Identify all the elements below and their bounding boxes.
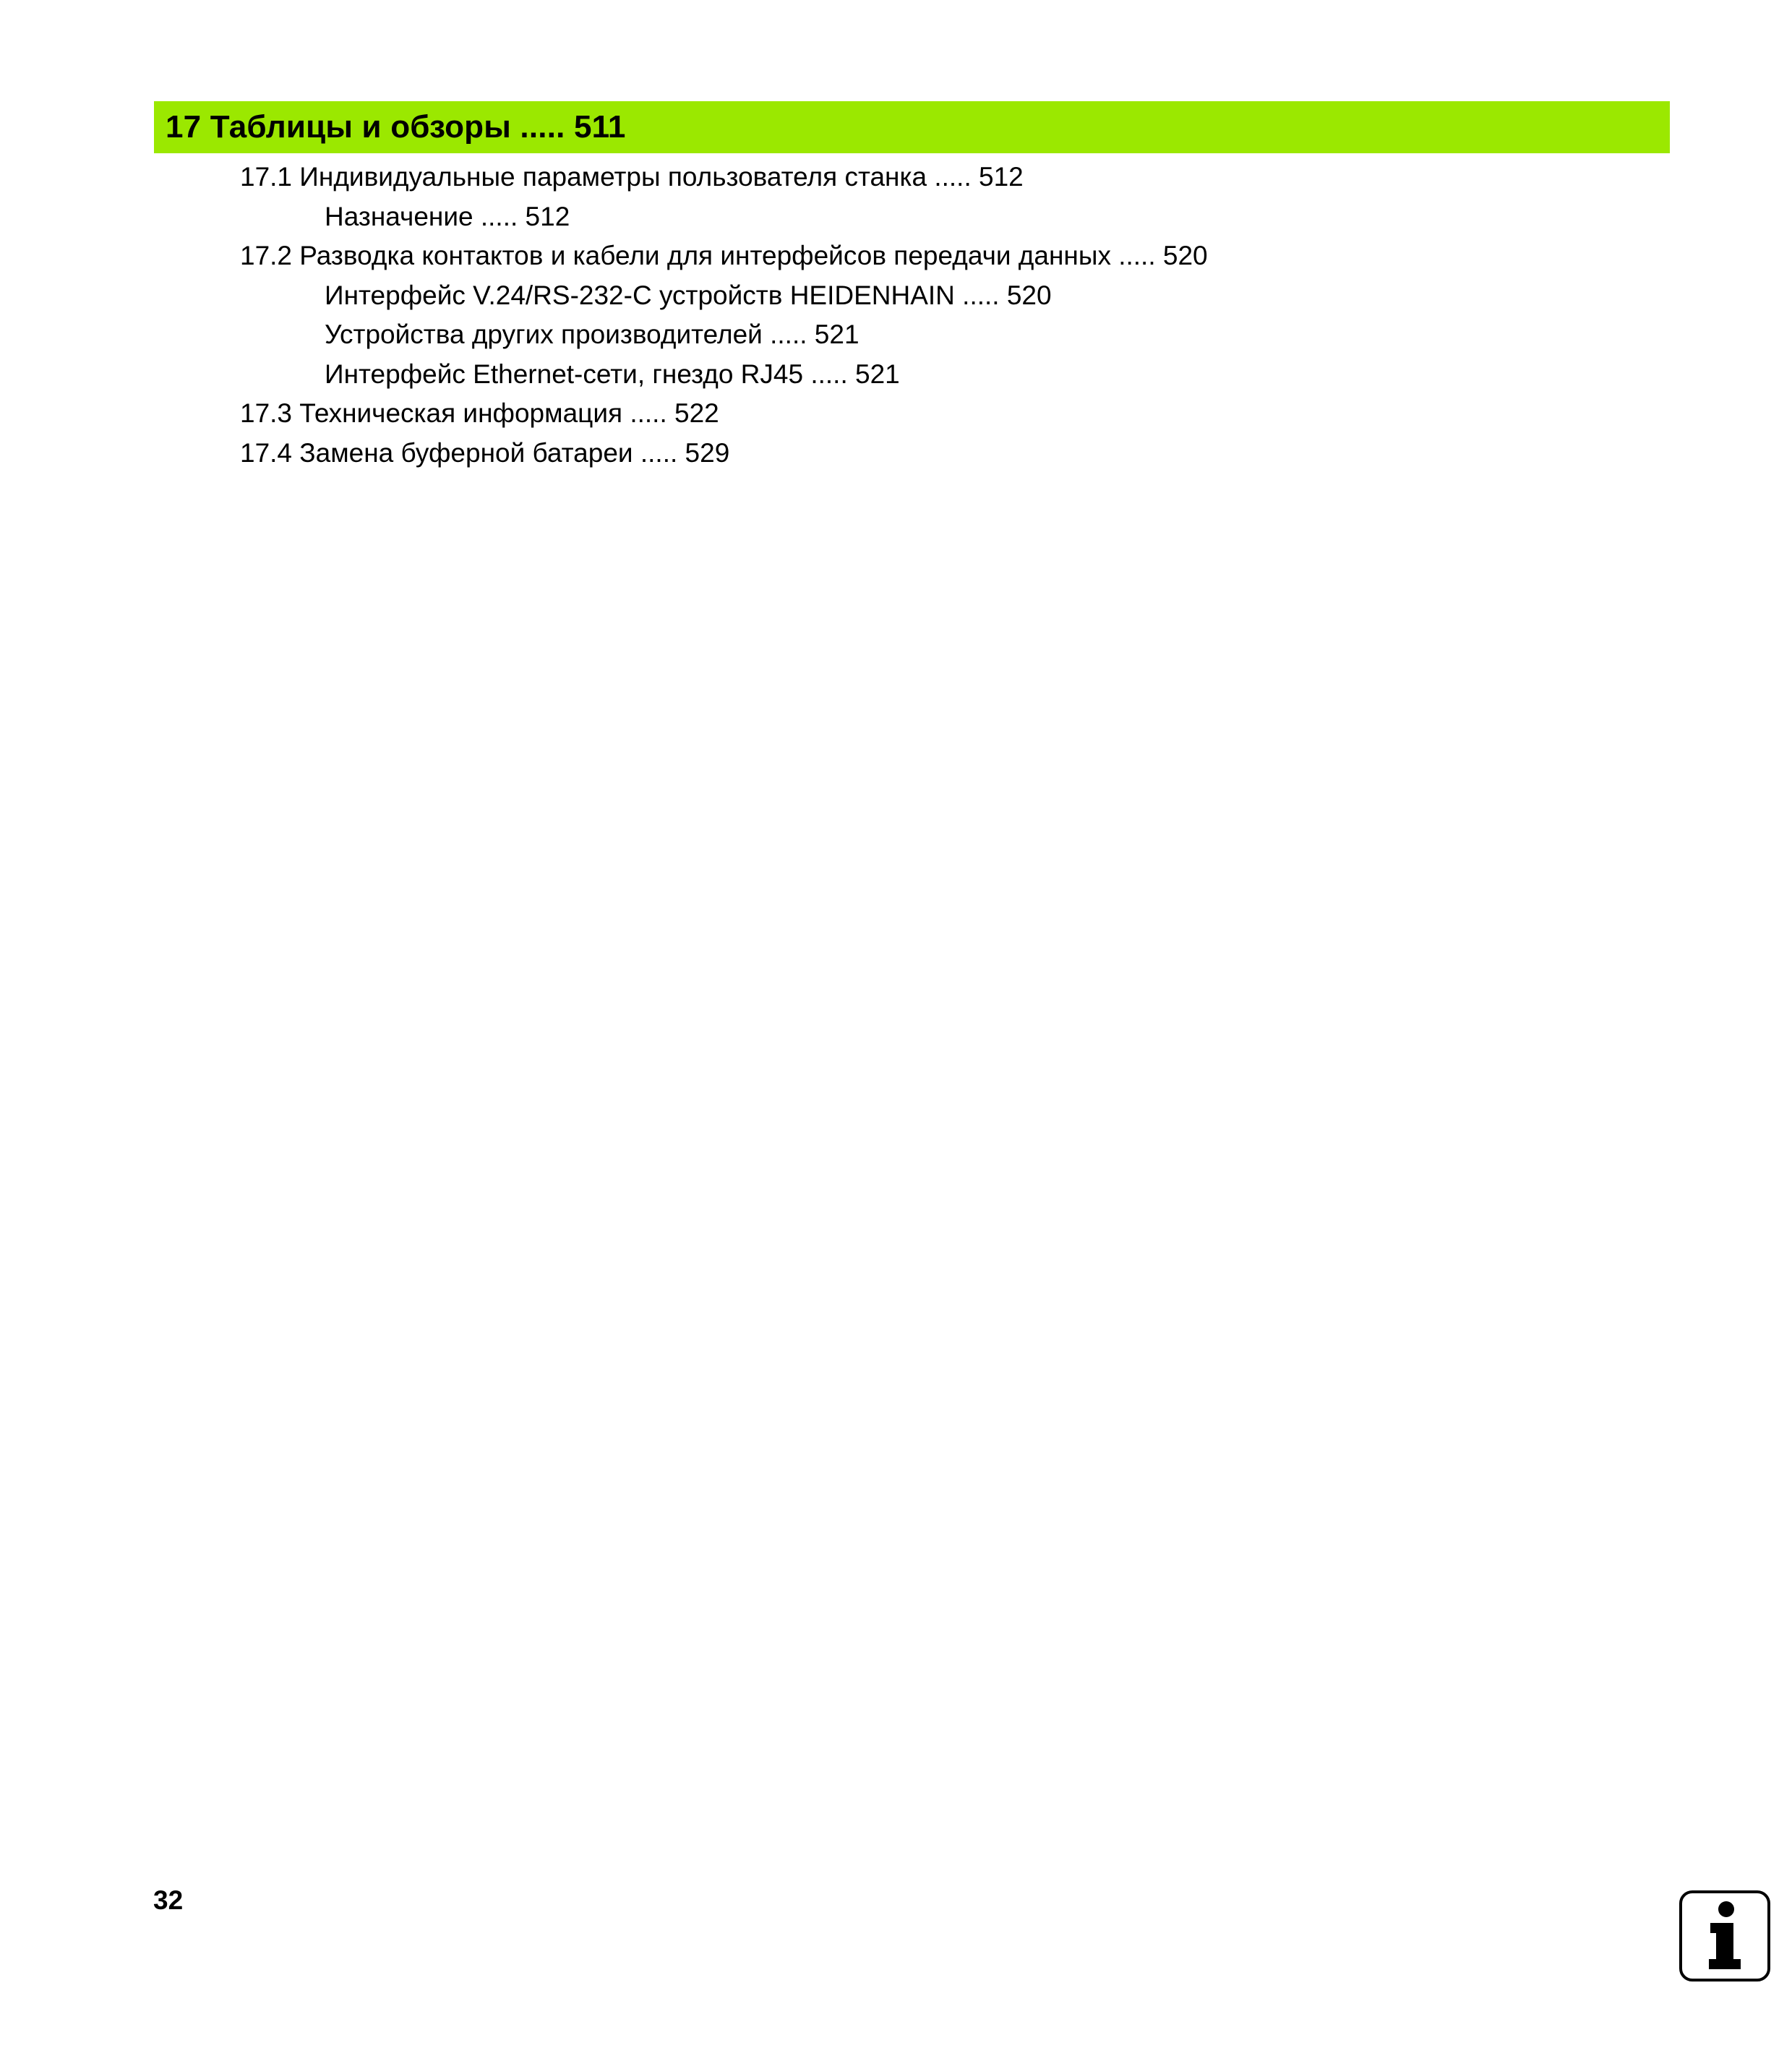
toc-entry-17-3[interactable]: 17.3 Техническая информация ..... 522	[240, 398, 719, 428]
toc-entry-17-4[interactable]: 17.4 Замена буферной батареи ..... 529	[240, 437, 730, 468]
page-number: 32	[153, 1885, 184, 1915]
chapter-title[interactable]: 17 Таблицы и обзоры ..... 511	[166, 109, 626, 145]
toc-entry-third-party-devices[interactable]: Устройства других производителей ..... 521	[325, 320, 859, 349]
toc-entry-v24-interface[interactable]: Интерфейс V.24/RS-232-C устройств HEIDENHAIN ..... 520	[325, 280, 1052, 310]
toc-entry-purpose[interactable]: Назначение ..... 512	[325, 201, 570, 231]
toc-entry-17-2[interactable]: 17.2 Разводка контактов и кабели для интерфейсов передачи данных ..... 520	[240, 241, 1208, 270]
toc-entry-17-1[interactable]: 17.1 Индивидуальные параметры пользователя станка ..... 512	[240, 162, 1024, 192]
toc-entry-ethernet-interface[interactable]: Интерфейс Ethernet-сети, гнездо RJ45 ..... 521	[325, 359, 900, 389]
table-of-contents	[0, 158, 1792, 473]
chapter-header	[154, 101, 1670, 153]
info-icon	[1679, 1890, 1771, 1982]
